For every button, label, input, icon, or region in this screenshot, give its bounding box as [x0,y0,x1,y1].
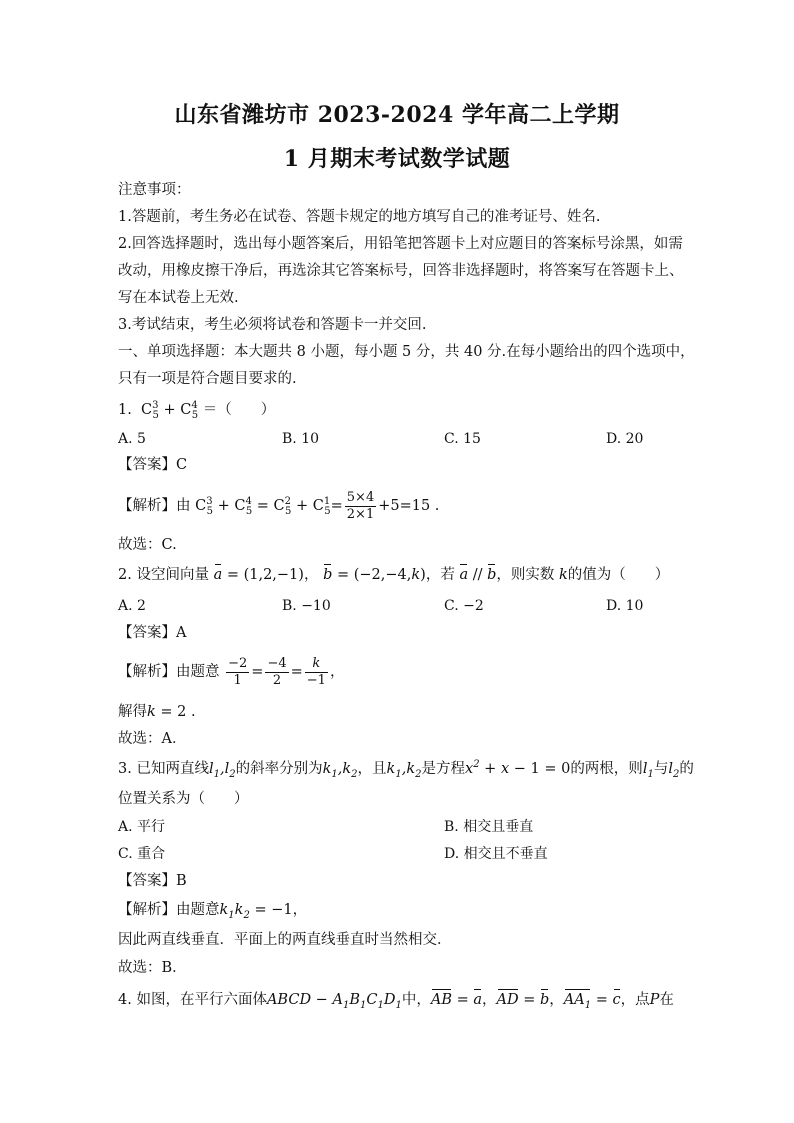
q3-line-l1: $l_1$ [642,761,654,780]
q4-stem-c: ，点 [620,992,650,1008]
document-title-line2: 1 月期末考试数学试题 [283,146,511,172]
q1-analysis-label: 【解析】由 [118,498,191,514]
q4-vector-ad: AD = b [496,992,550,1008]
q3-stem-b: 的斜率分别为 [235,761,323,777]
q2-option-b: B. −10 [282,598,331,614]
q3-answer: 【答案】B [118,873,187,889]
q3-option-a: A. 平行 [118,819,166,835]
q3-stem-e: 的两根，则 [570,761,643,777]
q1-answer: 【答案】C [118,457,188,473]
section-1-heading-cont: 只有一项是符合题目要求的. [118,371,297,387]
q4-solid: ABCD − $A_1B_1C_1D_1$ [266,992,402,1011]
q3-analysis-label: 【解析】由题意 [118,902,220,918]
q2-solve [118,702,196,722]
q3-stem-a: 已知两直线 [136,761,209,777]
notice-item-2b: 改动，用橡皮擦干净后，再选涂其它答案标号，回答非选择题时，将答案写在答题卡上、 [118,263,684,279]
q2-solve-label: 解得 [118,704,147,720]
q3-slopes-2: $k_1,k_2$ [386,761,422,780]
notice-item-2a: 2.回答选择题时，选出每小题答案后，用铅笔把答题卡上对应题目的答案标号涂黑，如需 [118,236,683,252]
question-3-number: 3. [118,761,132,777]
q2-vector-b: b = (−2,−4,k) [323,567,426,583]
section-1-heading: 一、单项选择题：本大题共 8 小题，每小题 5 分，共 40 分.在每小题给出的四个选项中， [118,344,695,360]
q2-variable-k: k [559,567,568,583]
q1-stem-tail: ＝（ ） [202,402,276,418]
q2-stem-c: ，则实数 [496,567,555,583]
q4-point-p: P [649,992,660,1008]
q2-analysis-formula: $\frac{-2}{1}$ = $\frac{-4}{2}$ = $\frac{k}{-1}$ ， [228,655,345,688]
q2-option-a: A. 2 [118,598,146,614]
q3-option-c: C. 重合 [118,846,166,862]
q3-analysis [118,900,307,920]
q2-option-d: D. 10 [606,598,644,614]
question-1-number: 1. [118,402,132,418]
q2-parallel-condition: a // b [459,567,497,583]
notice-heading: 注意事项： [118,182,191,198]
q3-analysis-formula: $k_1k_2 = -1$， [219,902,308,921]
question-1-stem [118,400,275,420]
q1-analysis [118,486,439,526]
q2-stem-d: 的值为（ ） [567,567,670,583]
q3-stem-d: 是方程 [421,761,465,777]
notice-item-2c: 写在本试卷上无效. [118,290,239,306]
notice-item-3: 3.考试结束，考生必须将试卷和答题卡一并交回. [118,317,427,333]
q3-stem-c: ，且 [357,761,387,777]
q1-analysis-formula: $C^3_5 + C^4_5 = C^2_5 + C^1_5=$ $\frac{5\times 4}{2\times 1}$ +5=15 . [195,489,440,522]
q3-conclusion: 故选：B． [118,960,187,976]
q1-option-a: A. 5 [118,431,146,447]
q3-option-b: B. 相交且垂直 [444,819,534,835]
q1-option-c: C. 15 [444,431,481,447]
q3-stem-g: 的 [679,761,694,777]
q2-stem-b: ，若 [425,567,455,583]
q4-vector-aa1: $AA_1 = c$ [563,992,621,1011]
q3-lines: $l_1,l_2$ [208,761,236,780]
q2-answer: 【答案】A [118,625,187,641]
q1-option-d: D. 20 [606,431,644,447]
q3-slopes: $k_1,k_2$ [322,761,358,780]
q4-stem-b: 中， [401,992,431,1008]
q3-option-d: D. 相交且不垂直 [444,846,548,862]
question-2-number: 2. [118,567,132,583]
q1-expression: $C^3_5 + C^4_5$ [136,400,199,421]
document-title-line1: 山东省潍坊市 2023-2024 学年高二上学期 [174,102,620,128]
question-2-stem: 2. 设空间向量 a = (1,2,−1)， b = (−2,−4,k)，若 a // b，则实数 k的值为（ ） [118,567,670,583]
q4-stem-a: 如图，在平行六面体 [136,992,267,1008]
q3-reason: 因此两直线垂直．平面上的两直线垂直时当然相交． [118,932,452,948]
q2-vector-a: a = (1,2,−1) [213,567,304,583]
notice-item-1: 1.答题前，考生务必在试卷、答题卡规定的地方填写自己的准考证号、姓名. [118,209,601,225]
q2-analysis [118,652,344,692]
q3-equation: $x^2 + x - 1 = 0$ [465,759,571,777]
q1-conclusion: 故选：C. [118,537,177,553]
question-4-stem: 4. 如图，在平行六面体ABCD − $A_1B_1C_1D_1$中，AB = a，AD = b，$AA_1 = c$，点P在 [118,992,674,1011]
q3-stem-line2: 位置关系为（ ） [118,791,249,807]
q2-solve-value: k = 2 . [147,704,196,720]
question-3-stem [118,759,694,779]
q2-analysis-label: 【解析】由题意 [118,664,220,680]
q2-option-c: C. −2 [444,598,484,614]
q4-stem-d: 在 [659,992,674,1008]
q2-conclusion: 故选：A． [118,731,187,747]
q1-option-b: B. 10 [282,431,320,447]
q4-vector-ab: AB = a [430,992,483,1008]
question-4-number: 4. [118,992,132,1008]
q3-line-l2: $l_2$ [668,761,680,780]
q2-stem-a: 设空间向量 [136,567,209,583]
q3-stem-f: 与 [653,761,669,777]
